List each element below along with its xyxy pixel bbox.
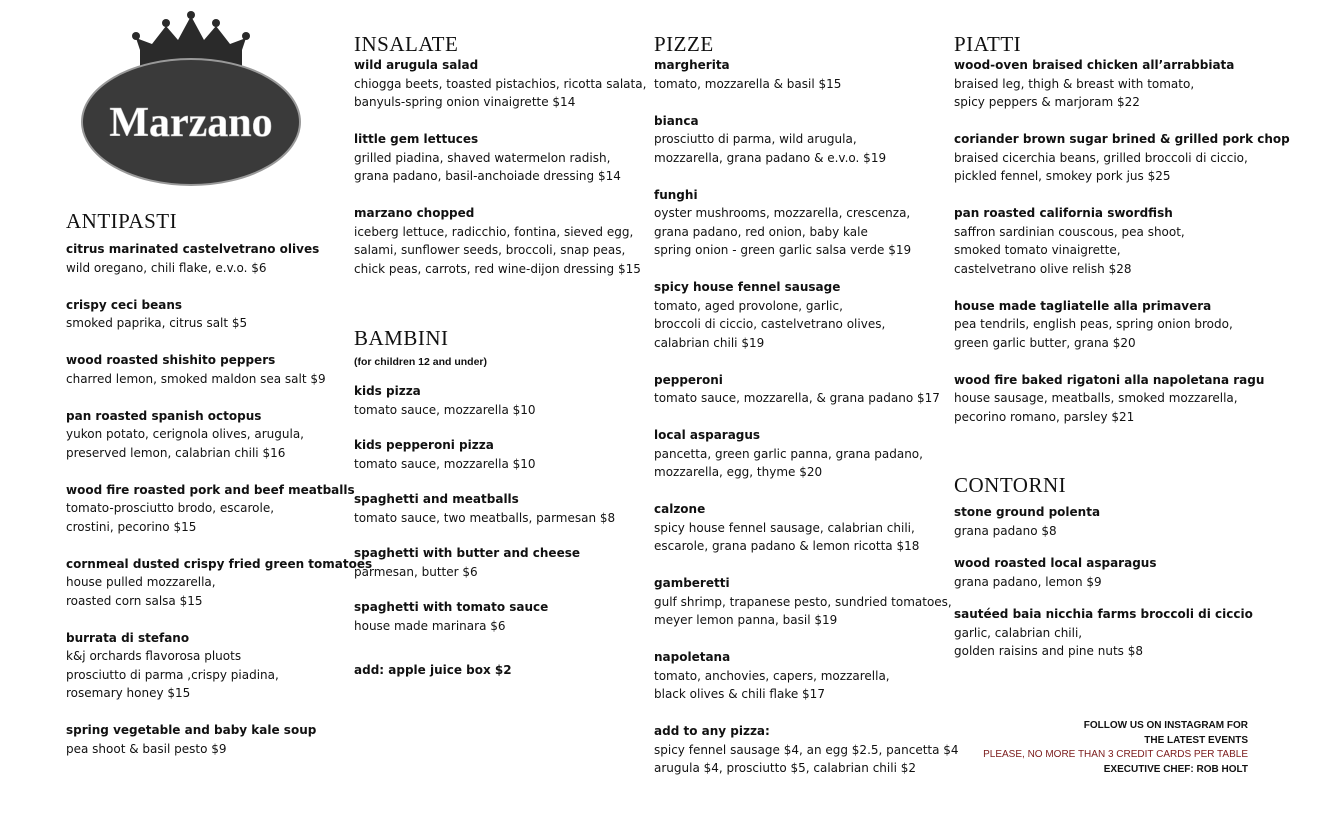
contorni-item: [954, 503, 1254, 540]
pizze-item: [654, 112, 952, 168]
menu-item-description: pickled fennel, smokey pork jus $25: [954, 169, 1171, 183]
menu-item-description: tomato-prosciutto brodo, escarole,: [66, 501, 275, 515]
insalate-item: [354, 204, 649, 278]
menu-item-name: wood roasted local asparagus: [954, 556, 1157, 570]
menu-item-name: local asparagus: [654, 428, 761, 442]
piatti-item: [954, 297, 1254, 353]
bambini-item: [354, 436, 649, 473]
menu-item-name: bianca: [654, 113, 699, 128]
menu-item-description: green garlic butter, grana $20: [954, 335, 1136, 350]
menu-item-description: pecorino romano, parsley $21: [954, 409, 1135, 424]
menu-item-description: k&j orchards flavorosa pluots: [66, 649, 242, 663]
pizze-item: [654, 500, 952, 556]
antipasti-item: [66, 296, 341, 333]
piatti-item: [954, 56, 1254, 112]
pizze-item: [654, 186, 952, 260]
menu-item-name: cornmeal dusted crispy fried green tomatoes: [66, 556, 373, 571]
piatti-section: [954, 32, 1290, 426]
menu-item-description: braised cicerchia beans, grilled broccoli di ciccio,: [954, 150, 1248, 165]
menu-item-description: spring onion - green garlic salsa verde $19: [654, 243, 912, 257]
menu-item-name: stone ground polenta: [954, 505, 1101, 519]
antipasti-item: [66, 351, 341, 388]
menu-item-description: spicy peppers & marjoram $22: [954, 95, 1140, 109]
menu-item-description: parmesan, butter $6: [354, 564, 478, 579]
menu-item-name: spaghetti with butter and cheese: [354, 546, 580, 560]
insalate-item: [354, 56, 649, 112]
menu-item-description: smoked paprika, citrus salt $5: [66, 316, 248, 330]
insalate-items: [354, 56, 649, 278]
menu-item-description: arugula $4, prosciutto $5, calabrian chili $2: [654, 761, 916, 775]
menu-item-description: chiogga beets, toasted pistachios, ricotta salata,: [354, 76, 647, 91]
menu-item-name: wood fire roasted pork and beef meatballs: [66, 482, 355, 497]
menu-item-name: spring vegetable and baby kale soup: [66, 723, 317, 737]
menu-item-description: braised leg, thigh & breast with tomato,: [954, 76, 1195, 91]
menu-item-description: house pulled mozzarella,: [66, 575, 216, 589]
menu-item-description: chick peas, carrots, red wine-dijon dressing $15: [354, 261, 641, 276]
menu-item-name: marzano chopped: [354, 206, 475, 220]
menu-item-description: tomato, mozzarella & basil $15: [654, 76, 842, 91]
menu-item-description: grana padano, basil-anchoiade dressing $14: [354, 169, 621, 183]
pizze-item: [654, 722, 959, 778]
bambini-item: [354, 490, 649, 527]
menu-item-description: salami, sunflower seeds, broccoli, snap peas,: [354, 243, 626, 257]
menu-item-description: grana padano $8: [954, 523, 1057, 538]
menu-item-description: house made marinara $6: [354, 618, 506, 633]
bambini-item: [354, 598, 649, 635]
pizze-section: [654, 32, 959, 778]
bambini-item: [354, 382, 649, 419]
bambini-title: BAMBINI: [354, 326, 449, 350]
menu-item-name: little gem lettuces: [354, 132, 479, 146]
menu-item-description: grana padano, red onion, baby kale: [654, 224, 868, 239]
menu-item-name: burrata di stefano: [66, 630, 190, 645]
executive-chef: EXECUTIVE CHEF: ROB HOLT: [1103, 763, 1248, 775]
menu-item-name: wild arugula salad: [354, 58, 479, 72]
antipasti-item: [66, 721, 341, 758]
contorni-item: [954, 605, 1254, 661]
menu-item-description: charred lemon, smoked maldon sea salt $9: [66, 371, 326, 386]
menu-item-description: tomato sauce, mozzarella $10: [354, 456, 536, 471]
contorni-section: [954, 473, 1254, 661]
piatti-item: [954, 130, 1290, 186]
menu-item-description: golden raisins and pine nuts $8: [954, 644, 1143, 658]
menu-item-description: tomato, anchovies, capers, mozzarella,: [654, 668, 890, 683]
menu-item-name: kids pepperoni pizza: [354, 438, 494, 452]
menu-item-name: sautéed baia nicchia farms broccoli di ciccio: [954, 607, 1253, 621]
menu-item-name: funghi: [654, 187, 698, 202]
menu-item-name: citrus marinated castelvetrano olives: [66, 242, 320, 256]
antipasti-item: [66, 240, 341, 277]
menu-item-description: preserved lemon, calabrian chili $16: [66, 445, 286, 460]
bambini-items: [354, 382, 649, 635]
bambini-add-on: add: apple juice box $2: [354, 663, 512, 677]
menu-item-description: tomato, aged provolone, garlic,: [654, 298, 843, 313]
menu-item-description: spicy fennel sausage $4, an egg $2.5, pancetta $4: [654, 742, 959, 757]
piatti-items: [954, 56, 1290, 426]
menu-item-description: gulf shrimp, trapanese pesto, sundried tomatoes,: [654, 594, 952, 609]
pizze-item: [654, 648, 952, 704]
menu-item-description: broccoli di ciccio, castelvetrano olives,: [654, 317, 886, 331]
antipasti-item: [66, 481, 355, 537]
menu-item-description: oyster mushrooms, mozzarella, crescenza,: [654, 206, 911, 220]
menu-item-name: kids pizza: [354, 384, 421, 398]
menu-item-description: roasted corn salsa $15: [66, 593, 203, 608]
contorni-title: CONTORNI: [954, 473, 1067, 497]
insalate-title: INSALATE: [354, 32, 459, 56]
piatti-title: PIATTI: [954, 32, 1022, 56]
menu-item-description: iceberg lettuce, radicchio, fontina, sieved egg,: [354, 224, 634, 239]
insalate-section: [354, 32, 649, 278]
antipasti-title: ANTIPASTI: [66, 209, 178, 233]
bambini-subtitle: (for children 12 and under): [354, 356, 488, 368]
antipasti-item: [66, 555, 373, 611]
menu-item-name: wood fire baked rigatoni alla napoletana ragu: [954, 372, 1265, 387]
menu-item-name: wood-oven braised chicken all’arrabbiata: [954, 58, 1235, 72]
menu-item-name: pan roasted california swordfish: [954, 206, 1173, 220]
menu-item-name: calzone: [654, 502, 706, 516]
menu-item-description: pea shoot & basil pesto $9: [66, 741, 227, 756]
menu-item-description: garlic, calabrian chili,: [954, 625, 1083, 640]
menu-item-name: pan roasted spanish octopus: [66, 408, 262, 423]
antipasti-item: [66, 407, 341, 463]
menu-item-description: escarole, grana padano & lemon ricotta $18: [654, 539, 920, 553]
footer-notes: [983, 719, 1248, 777]
menu-item-description: wild oregano, chili flake, e.v.o. $6: [66, 260, 267, 275]
menu-item-description: tomato sauce, two meatballs, parmesan $8: [354, 510, 616, 525]
menu-item-name: spaghetti and meatballs: [354, 492, 519, 506]
menu-item-description: black olives & chili flake $17: [654, 687, 825, 701]
pizze-item: [654, 56, 952, 93]
antipasti-section: [66, 209, 373, 758]
menu-item-name: napoletana: [654, 650, 731, 664]
pizze-item: [654, 574, 952, 630]
menu-item-name: house made tagliatelle alla primavera: [954, 298, 1212, 313]
menu-item-description: yukon potato, cerignola olives, arugula,: [66, 427, 304, 441]
contorni-items: [954, 503, 1254, 661]
pizze-items: [654, 56, 959, 778]
logo-text: Marzano: [109, 100, 273, 146]
menu-item-description: grana padano, lemon $9: [954, 574, 1102, 589]
menu-item-name: spicy house fennel sausage: [654, 280, 841, 294]
credit-card-notice: PLEASE, NO MORE THAN 3 CREDIT CARDS PER TABLE: [983, 749, 1248, 760]
pizze-item: [654, 426, 952, 482]
menu-item-description: mozzarella, egg, thyme $20: [654, 465, 823, 479]
menu-item-description: rosemary honey $15: [66, 686, 191, 700]
menu-item-description: mozzarella, grana padano & e.v.o. $19: [654, 150, 887, 165]
menu-item-name: gamberetti: [654, 576, 730, 590]
insalate-item: [354, 130, 649, 186]
menu-item-description: house sausage, meatballs, smoked mozzarella,: [954, 391, 1238, 405]
menu-item-description: pancetta, green garlic panna, grana padano,: [654, 446, 923, 461]
bambini-section: [354, 326, 649, 680]
menu-item-description: tomato sauce, mozzarella, & grana padano $17: [654, 391, 940, 405]
piatti-item: [954, 371, 1265, 427]
menu-item-name: pepperoni: [654, 372, 723, 387]
antipasti-item: [66, 629, 341, 703]
contorni-item: [954, 554, 1254, 591]
menu-item-name: wood roasted shishito peppers: [66, 353, 276, 367]
pizze-title: PIZZE: [654, 32, 714, 56]
menu-item-description: castelvetrano olive relish $28: [954, 261, 1132, 276]
menu-item-description: spicy house fennel sausage, calabrian chili,: [654, 520, 915, 535]
menu-item-description: smoked tomato vinaigrette,: [954, 243, 1121, 257]
menu-item-description: saffron sardinian couscous, pea shoot,: [954, 224, 1185, 239]
menu-item-description: prosciutto di parma, wild arugula,: [654, 132, 857, 146]
marzano-logo: [78, 10, 304, 190]
menu-item-description: pea tendrils, english peas, spring onion brodo,: [954, 317, 1233, 331]
pizze-item: [654, 278, 952, 352]
bambini-item: [354, 544, 649, 581]
pizze-item: [654, 371, 952, 408]
piatti-item: [954, 204, 1254, 278]
instagram-note-line2: THE LATEST EVENTS: [1144, 734, 1248, 746]
antipasti-items: [66, 240, 373, 758]
menu-item-description: meyer lemon panna, basil $19: [654, 613, 838, 627]
menu-item-name: margherita: [654, 58, 730, 72]
menu-item-name: add to any pizza:: [654, 724, 770, 738]
menu-item-description: grilled piadina, shaved watermelon radish,: [354, 150, 611, 165]
menu-item-description: calabrian chili $19: [654, 335, 765, 350]
menu-item-name: crispy ceci beans: [66, 297, 183, 312]
menu-item-name: spaghetti with tomato sauce: [354, 600, 549, 614]
instagram-note-line1: FOLLOW US ON INSTAGRAM FOR: [1083, 720, 1248, 731]
menu-item-description: tomato sauce, mozzarella $10: [354, 402, 536, 417]
menu-item-description: crostini, pecorino $15: [66, 519, 197, 534]
menu-item-description: banyuls-spring onion vinaigrette $14: [354, 95, 576, 109]
menu-item-description: prosciutto di parma ,crispy piadina,: [66, 667, 279, 682]
menu-item-name: coriander brown sugar brined & grilled pork chop: [954, 132, 1290, 146]
